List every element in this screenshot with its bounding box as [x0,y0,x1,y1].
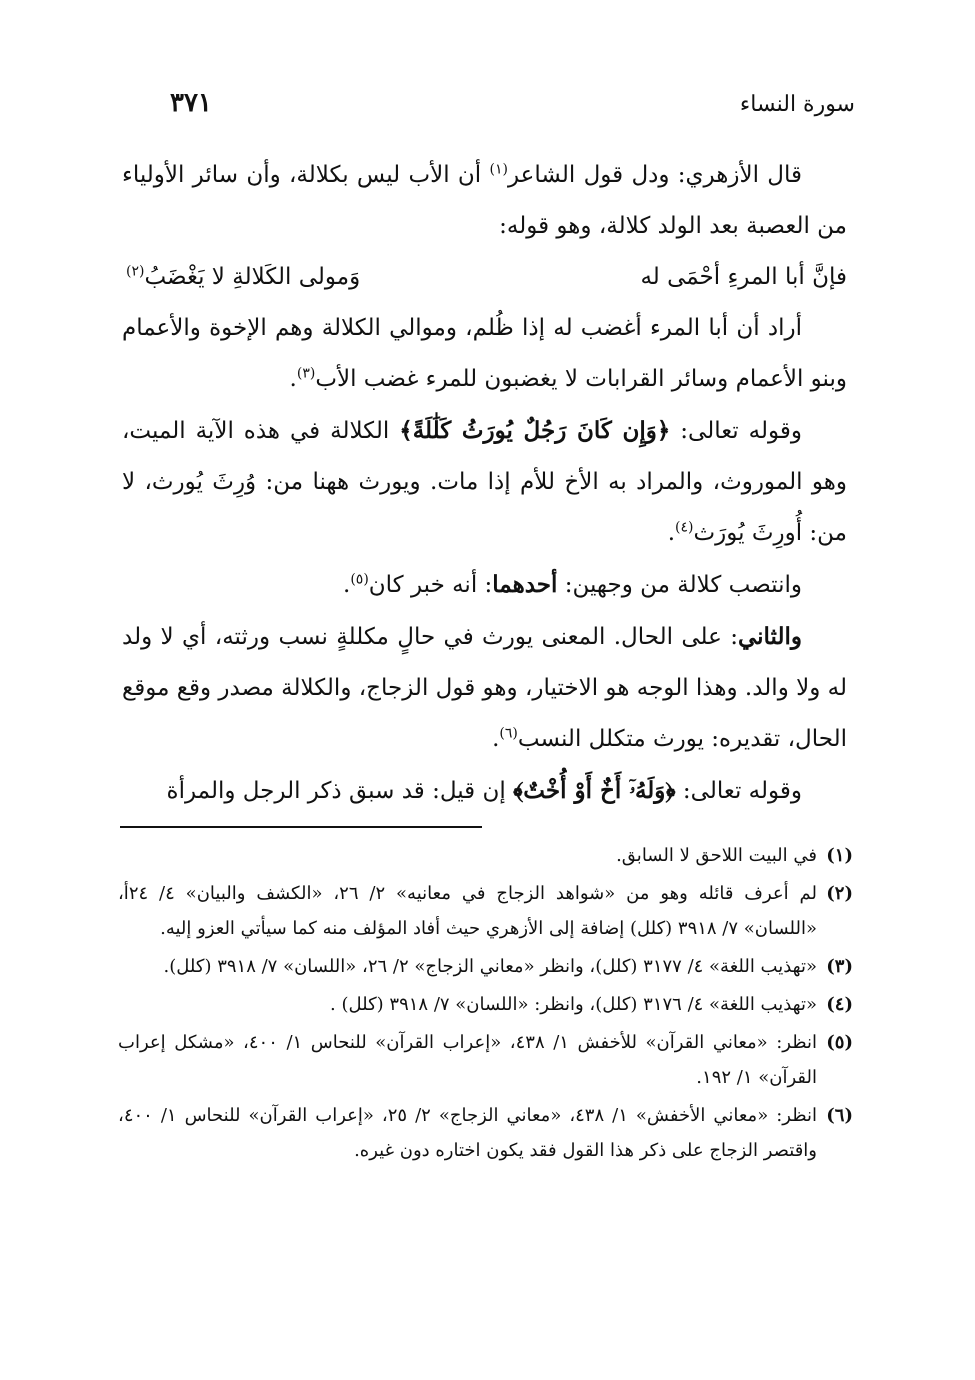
footnote-text: في البيت اللاحق لا السابق. [616,845,817,866]
poetry-verse [122,252,847,303]
footnote [118,1098,853,1168]
text-run: : أنه خبر كان [368,572,493,598]
text-run: أن الأب ليس بكلالة، وأن سائر الأولياء من العصبة بعد الولد كلالة، وهو قوله: [122,162,847,239]
verse-second-hemistich [126,252,360,303]
footnote [118,987,853,1022]
text-run: وَمولى الكَلالةِ لا يَغْضَبُ [144,264,361,290]
text-run: . [667,520,676,546]
quran-quote: ﴿وَلَهُۥٓ أَخٌ أَوْ أُخْتٌ﴾ [513,777,676,804]
main-text [122,150,847,817]
paragraph-explanation [122,303,847,405]
footnote [118,876,853,946]
text-run: قال الأزهري: ودل قول الشاعر [507,162,802,188]
footnote-number: (٦) [826,1105,853,1126]
text-run: وقوله تعالى: [670,418,802,444]
footnote [118,838,853,873]
footnotes [118,838,853,1171]
quran-quote: ﴿وَإِن كَانَ رَجُلٌ يُورَثُ كَلَٰلَةً﴾ [399,417,671,444]
text-run: الكلالة في هذه الآية الميت، وهو الموروث، والمراد به الأخ للأم إذا مات. ويورث ههنا من: وُرِثَ يُورث، لا من: أُورِثَ يُورَث [122,418,847,546]
footnote-number: (١) [826,845,853,866]
text-run: وقوله تعالى: [675,778,802,804]
text-run: : على الحال. المعنى يورث في حالٍ مكللةٍ نسب ورثته، أي لا ولد له ولا والد. وهذا الوجه هو الاختيار، وهو قول الزجاج، والكلالة مصدر وقع موقع الحال، تقديره: يورث متكلل النسب [122,624,847,752]
footnote-ref: (٥) [350,571,369,588]
footnote [118,1025,853,1095]
bold-term: أحدهما [492,571,558,598]
footnote-number: (٣) [826,956,853,977]
text-run: إن قيل: قد سبق ذكر الرجل والمرأة [166,778,514,804]
footnote-number: (٤) [826,994,853,1015]
text-run: . [289,366,297,392]
page-number: ٣٧١ [170,88,212,118]
footnote-number: (٥) [826,1032,853,1053]
bold-term: والثاني [737,623,802,650]
paragraph-first-aspect [122,559,847,611]
paragraph-brother-sister [122,765,847,817]
footnote-text: انظر: «معاني القرآن» للأخفش ١/ ٤٣٨، «إعراب القرآن» للنحاس ١/ ٤٠٠، «مشكل إعراب القرآن» ١/ ١٩٢. [118,1032,817,1088]
text-run: . [343,572,351,598]
paragraph-azhari [122,150,847,252]
surah-name: سورة النساء [739,92,855,117]
footnote-separator [120,826,482,828]
footnote-ref: (٢) [126,263,145,280]
text-run: أراد أن أبا المرء أغضب له إذا ظُلم، وموالي الكلالة وهم الإخوة والأعمام وبنو الأعمام وسائر القرابات لا يغضبون للمرء غضب الأب [122,315,847,392]
footnote-ref: (٤) [675,519,694,536]
footnote-number: (٢) [826,883,853,904]
footnote-text: انظر: «معاني الأخفش» ١/ ٤٣٨، «معاني الزجاج» ٢/ ٢٥، «إعراب القرآن» للنحاس ١/ ٤٠٠، واقتصر الزجاج على ذكر هذا القول فقد يكون اختاره دون غيره. [118,1105,817,1161]
page-header [170,88,855,128]
paragraph-verse-kalala [122,405,847,559]
paragraph-second-aspect [122,611,847,765]
footnote [118,949,853,984]
footnote-ref: (٣) [296,365,316,382]
footnote-text: «تهذيب اللغة» ٤/ ٣١٧٧ (كلل)، وانظر «معاني الزجاج» ٢/ ٢٦، «اللسان» ٧/ ٣٩١٨ (كلل). [163,956,817,977]
text-run: وانتصب كلالة من وجهين: [557,572,802,598]
footnote-text: «تهذيب اللغة» ٤/ ٣١٧٦ (كلل)، وانظر: «اللسان» ٧/ ٣٩١٨ (كلل) . [330,994,817,1015]
footnote-ref: (٦) [499,725,518,742]
text-run: . [492,726,500,752]
footnote-ref: (١) [489,161,508,178]
verse-first-hemistich: فإنَّ أبا المرءِ أحْمَى له [640,264,847,290]
footnote-text: لم أعرف قائله وهو من «شواهد الزجاج في معانيه» ٢/ ٢٦، «الكشف والبيان» ٤/ ٢٤أ، «اللسان» ٧/ ٣٩١٨ (كلل) إضافة إلى الأزهري حيث أفاد المؤلف منه كما سيأتي العزو إليه. [118,883,817,939]
